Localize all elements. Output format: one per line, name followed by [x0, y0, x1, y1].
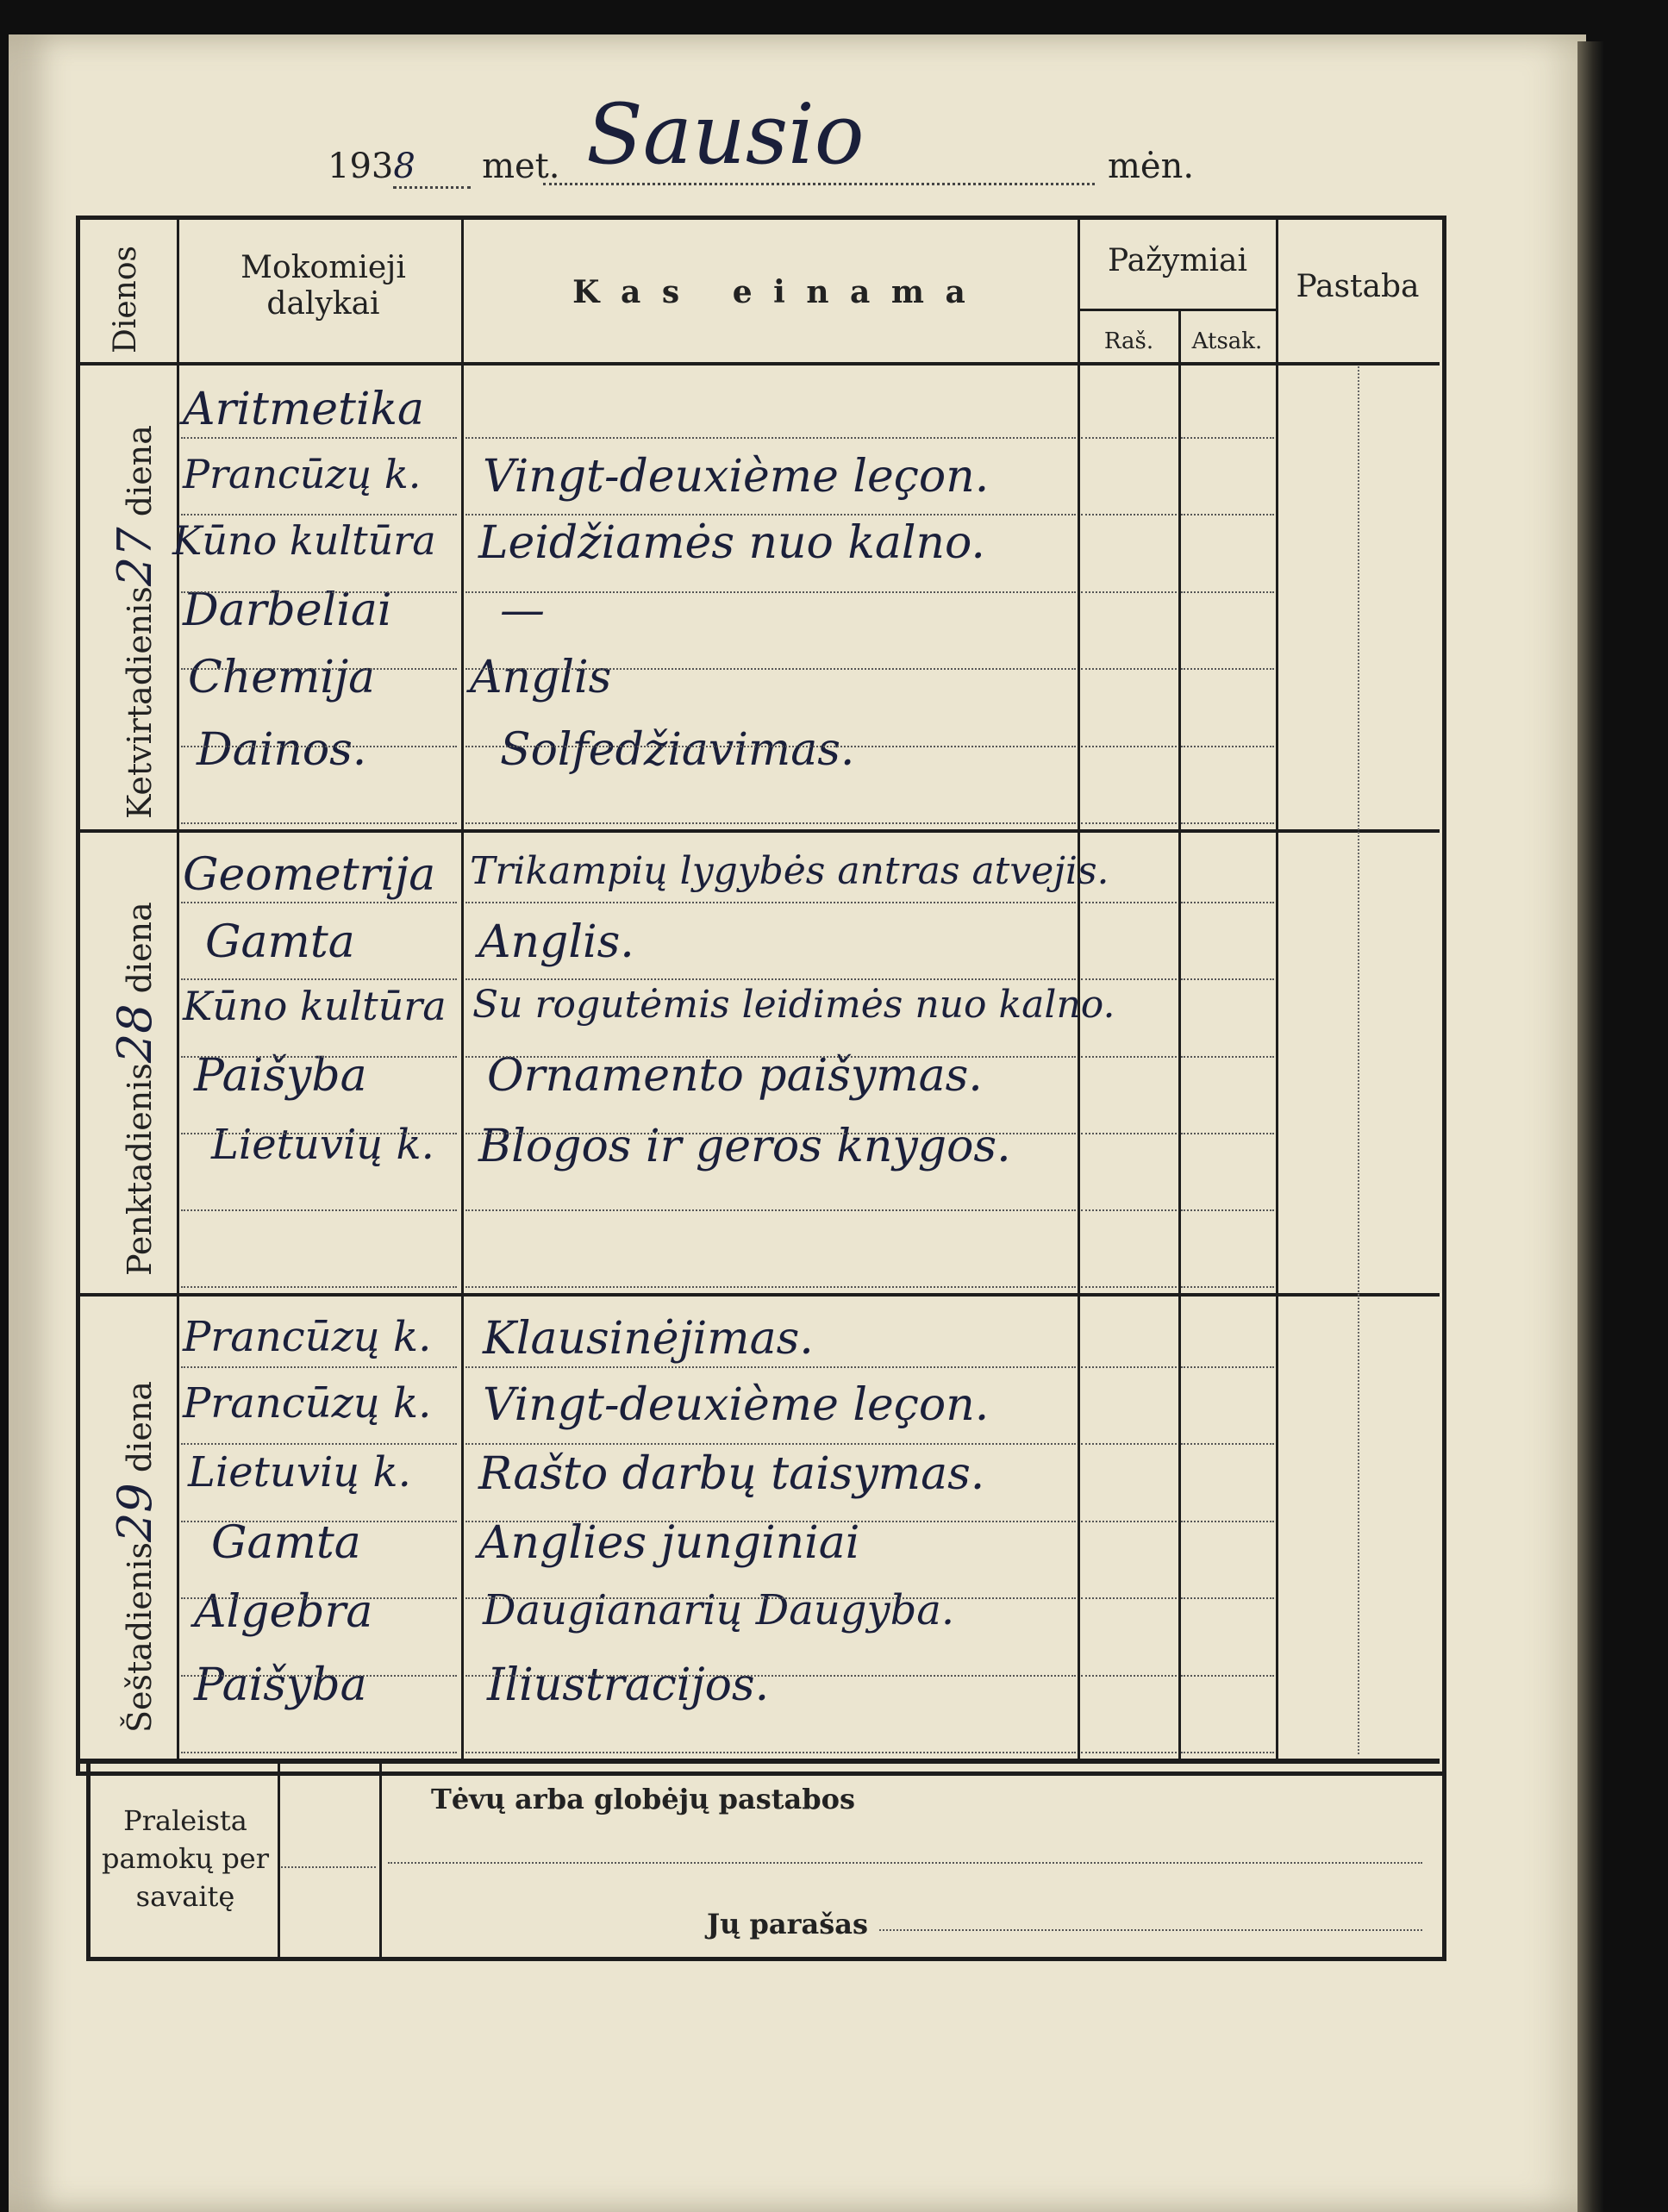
- row-dotline: [1081, 668, 1177, 670]
- written-header: Raš.: [1103, 328, 1154, 354]
- row-dotline: [181, 1056, 457, 1058]
- col-line-days: [177, 220, 179, 1763]
- day1-topic-5: Anglis: [470, 652, 612, 703]
- row-dotline: [1081, 1675, 1177, 1677]
- row-dotline: [1081, 1209, 1177, 1211]
- day1-bottom-line: [79, 829, 1440, 833]
- row-dotline: [1181, 1366, 1274, 1368]
- row-dotline: [181, 902, 457, 903]
- col-line-grades: [1276, 220, 1278, 1763]
- day1-subject-2: Prancūzų k.: [183, 451, 422, 497]
- row-dotline: [465, 1752, 1076, 1753]
- day3-subject-2: Prancūzų k.: [183, 1379, 432, 1428]
- row-dotline: [181, 1675, 457, 1677]
- row-dotline: [181, 1752, 457, 1753]
- page-header: [328, 147, 559, 189]
- row-dotline: [181, 1366, 457, 1368]
- row-dotline: [1181, 902, 1274, 903]
- day1-topic-6: Solfedžiavimas.: [500, 724, 855, 776]
- row-dotline: [1181, 514, 1274, 516]
- row-dotline: [1181, 978, 1274, 980]
- row-dotline: [465, 822, 1076, 824]
- day1-subject-6: Dainos.: [197, 724, 367, 776]
- day2-subject-5: Lietuvių k.: [211, 1121, 434, 1169]
- book-spine: [1577, 41, 1603, 2212]
- day1-subject-3: Kūno kultūra: [172, 517, 436, 564]
- day2-topic-4: Ornamento paišymas.: [487, 1050, 983, 1102]
- row-dotline: [1181, 1675, 1274, 1677]
- row-dotline: [1081, 1286, 1177, 1288]
- day1-word: diena: [121, 425, 159, 517]
- day3-subject-5: Algebra: [194, 1586, 373, 1638]
- row-dotline: [1081, 1597, 1177, 1599]
- month-name: Sausio: [586, 86, 865, 183]
- oral-header: Atsak.: [1191, 328, 1263, 354]
- row-dotline: [465, 1286, 1076, 1288]
- signature-dotline: [879, 1929, 1422, 1931]
- row-dotline: [465, 978, 1076, 980]
- subjects-header: Mokomieji dalykai: [241, 250, 406, 322]
- year-prefix: 193: [328, 147, 394, 186]
- month-word: mėn.: [1108, 147, 1195, 186]
- day2-topic-1: Trikampių lygybės antras atvejis.: [470, 849, 1109, 893]
- row-dotline: [1081, 978, 1177, 980]
- day1-subject-1: Aritmetika: [183, 384, 425, 435]
- row-dotline: [465, 1597, 1076, 1599]
- day1-label: [108, 425, 162, 819]
- row-dotline: [1081, 437, 1177, 439]
- row-dotline: [1081, 1752, 1177, 1753]
- day2-weekday: Penktadienis: [121, 1063, 159, 1276]
- row-dotline: [181, 746, 457, 747]
- row-dotline: [1181, 1752, 1274, 1753]
- row-dotline: [1081, 514, 1177, 516]
- row-dotline: [465, 1133, 1076, 1134]
- grades-header: Pažymiai: [1108, 243, 1247, 278]
- row-dotline: [181, 1133, 457, 1134]
- row-dotline: [465, 668, 1076, 670]
- day2-subject-3: Kūno kultūra: [183, 983, 447, 1029]
- day2-topic-3: Su rogutėmis leidimės nuo kalno.: [472, 983, 1115, 1027]
- row-dotline: [1081, 822, 1177, 824]
- row-dotline: [1181, 1443, 1274, 1445]
- row-dotline: [465, 902, 1076, 903]
- row-dotline: [1181, 1597, 1274, 1599]
- row-dotline: [1181, 822, 1274, 824]
- day3-weekday: Šeštadienis: [121, 1541, 159, 1733]
- col-line-subjects: [461, 220, 464, 1763]
- row-dotline: [465, 1056, 1076, 1058]
- footer-col-line-2: [379, 1764, 382, 1957]
- year-word: met.: [482, 147, 560, 186]
- row-dotline: [181, 1443, 457, 1445]
- day2-bottom-line: [79, 1293, 1440, 1297]
- row-dotline: [465, 1521, 1076, 1522]
- row-dotline: [181, 437, 457, 439]
- day1-subject-5: Chemija: [188, 652, 376, 703]
- row-dotline: [181, 1521, 457, 1522]
- day2-topic-2: Anglis.: [478, 916, 634, 968]
- row-dotline: [1081, 1133, 1177, 1134]
- day3-topic-5: Daugianarių Daugyba.: [483, 1586, 955, 1634]
- day2-word: diena: [121, 902, 159, 994]
- row-dotline: [181, 822, 457, 824]
- row-dotline: [181, 1597, 457, 1599]
- day3-subject-4: Gamta: [211, 1517, 361, 1569]
- day3-topic-4: Anglies junginiai: [478, 1517, 860, 1569]
- missed-lessons-label: Praleista pamokų per savaitę: [101, 1804, 270, 1913]
- day1-topic-2: Vingt-deuxième leçon.: [483, 451, 990, 503]
- day3-date: 29: [108, 1483, 162, 1542]
- row-dotline: [465, 437, 1076, 439]
- row-dotline: [465, 1675, 1076, 1677]
- days-header: Dienos: [108, 245, 143, 353]
- header-bottom-line: [79, 362, 1440, 366]
- day2-label: [108, 902, 162, 1276]
- day3-topic-3: Rašto darbų taisymas.: [478, 1448, 985, 1500]
- day1-date: 27: [108, 527, 162, 587]
- row-dotline: [1181, 437, 1274, 439]
- signature-label: Jų parašas: [707, 1908, 869, 1940]
- missed-lessons-dotline: [281, 1866, 376, 1868]
- day1-topic-3: Leidžiamės nuo kalno.: [478, 517, 985, 569]
- row-dotline: [465, 1443, 1076, 1445]
- day2-subject-4: Paišyba: [194, 1050, 367, 1102]
- day3-subject-6: Paišyba: [194, 1659, 367, 1711]
- year-suffix: 8: [393, 147, 471, 189]
- day1-topic-4: —: [500, 584, 545, 636]
- col-line-grades-mid: [1178, 310, 1181, 1763]
- row-dotline: [465, 1209, 1076, 1211]
- day2-subject-2: Gamta: [205, 916, 355, 968]
- row-dotline: [465, 591, 1076, 593]
- day3-topic-1: Klausinėjimas.: [483, 1313, 814, 1365]
- day3-subject-1: Prancūzų k.: [183, 1313, 432, 1361]
- row-dotline: [1181, 1133, 1274, 1134]
- row-dotline: [1081, 902, 1177, 903]
- row-dotline: [181, 1286, 457, 1288]
- row-dotline: [1081, 1521, 1177, 1522]
- row-dotline: [181, 1209, 457, 1211]
- row-dotline: [465, 514, 1076, 516]
- footer-col-line-1: [278, 1764, 280, 1957]
- day3-topic-6: Iliustracijos.: [487, 1659, 770, 1711]
- day3-subject-3: Lietuvių k.: [188, 1448, 411, 1497]
- row-dotline: [1081, 746, 1177, 747]
- month-underline: [543, 183, 1095, 185]
- row-dotline: [1181, 668, 1274, 670]
- row-dotline: [181, 978, 457, 980]
- note-header: Pastaba: [1296, 269, 1420, 304]
- row-dotline: [1181, 1286, 1274, 1288]
- row-dotline: [1081, 1443, 1177, 1445]
- row-dotline: [1181, 591, 1274, 593]
- grades-sub-line: [1079, 309, 1276, 311]
- row-dotline: [1181, 1209, 1274, 1211]
- parents-notes-label: Tėvų arba globėjų pastabos: [431, 1783, 855, 1815]
- day3-label: [108, 1381, 162, 1733]
- row-dotline: [465, 746, 1076, 747]
- row-dotline: [1181, 1056, 1274, 1058]
- day2-topic-5: Blogos ir geros knygos.: [478, 1121, 1011, 1172]
- parents-notes-dotline: [388, 1862, 1422, 1864]
- day1-weekday: Ketvirtadienis: [121, 586, 159, 819]
- row-dotline: [1181, 1521, 1274, 1522]
- row-dotline: [181, 591, 457, 593]
- day3-topic-2: Vingt-deuxième leçon.: [483, 1379, 990, 1431]
- day2-subject-1: Geometrija: [183, 849, 436, 901]
- row-dotline: [1081, 1366, 1177, 1368]
- row-dotline: [1081, 591, 1177, 593]
- note-column-guide: [1358, 366, 1359, 1754]
- topic-header: K a s e i n a m a: [572, 274, 971, 310]
- row-dotline: [181, 514, 457, 516]
- row-dotline: [1081, 1056, 1177, 1058]
- day3-word: diena: [121, 1381, 159, 1473]
- row-dotline: [1181, 746, 1274, 747]
- day1-subject-4: Darbeliai: [183, 584, 392, 636]
- day2-date: 28: [108, 1003, 162, 1064]
- row-dotline: [181, 668, 457, 670]
- row-dotline: [465, 1366, 1076, 1368]
